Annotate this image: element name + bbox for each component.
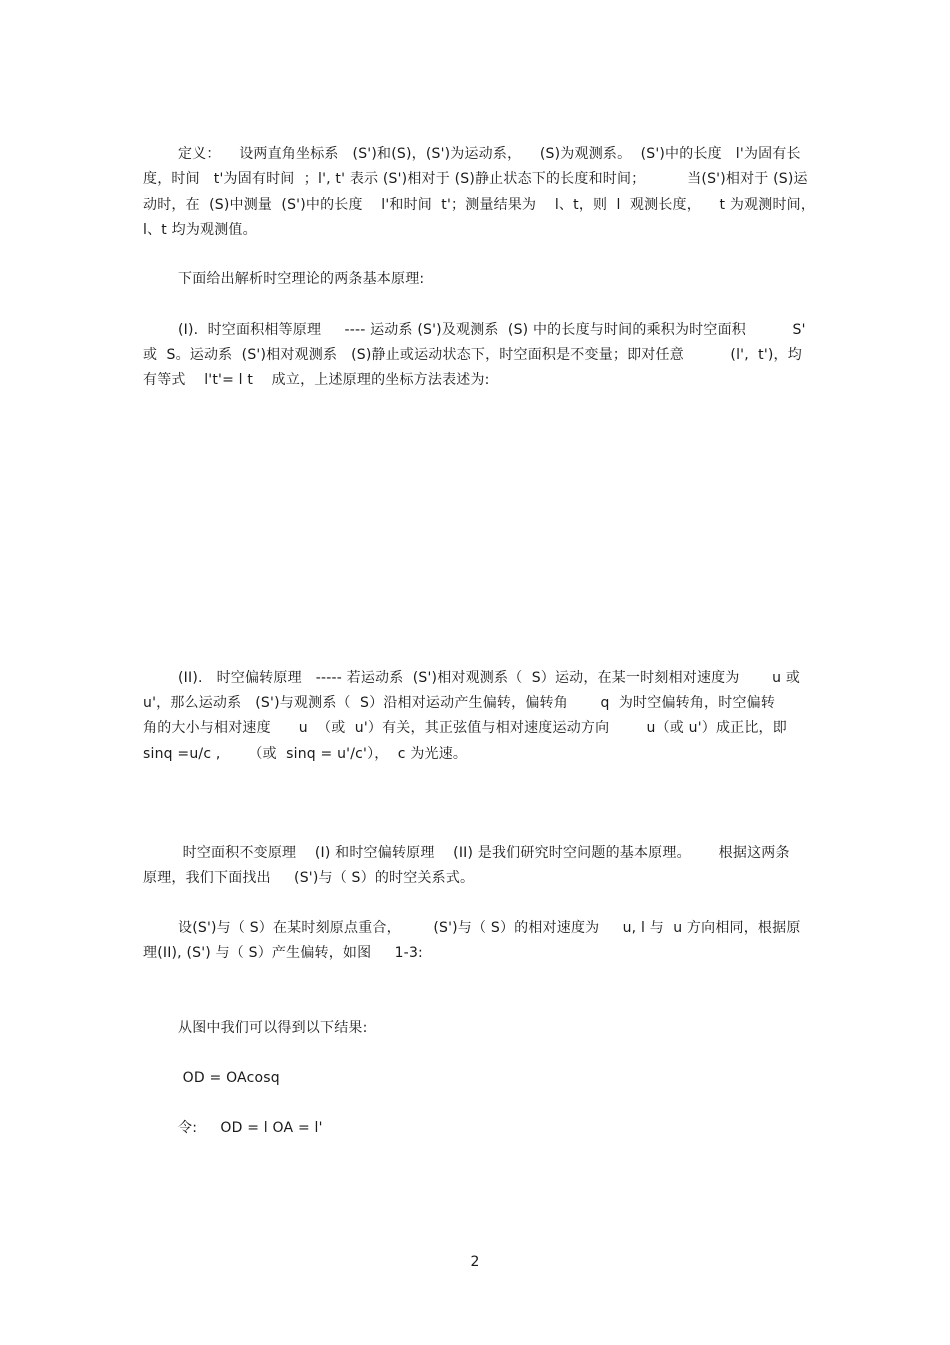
principle-2-line-4: sinq =u/c , （或 sinq = u'/c'）， c 为光速。 [143, 746, 468, 762]
equation-od-oacosq: OD = OAcosq [178, 1070, 280, 1086]
definition-line-1: 定义： 设两直角坐标系 (S')和(S)，(S')为运动系， (S)为观测系。 (S')中的长度 l'为固有长 [178, 146, 801, 162]
principle-1-line-3: 有等式 l't'= l t 成立，上述原理的坐标方法表述为: [143, 372, 490, 388]
setup-line-1: 设(S')与（ S）在某时刻原点重合， (S')与（ S）的相对速度为 u, l 与 u 方向相同，根据原 [178, 920, 801, 936]
definition-line-3: 动时，在 (S)中测量 (S')中的长度 l'和时间 t'；测量结果为 l、t，则 l 观测长度， t 为观测时间， [143, 197, 816, 213]
principle-1-line-1: (I). 时空面积相等原理 ---- 运动系 (S')及观测系 (S) 中的长度与时间的乘积为时空面积 S' [178, 322, 806, 338]
principle-2-line-1: (II). 时空偏转原理 ----- 若运动系 (S')相对观测系（ S）运动，在某一时刻相对速度为 u 或 [178, 670, 801, 686]
intro-line: 下面给出解析时空理论的两条基本原理: [178, 271, 425, 287]
result-intro-line: 从图中我们可以得到以下结果: [178, 1020, 368, 1036]
setup-line-2: 理(II), (S') 与（ S）产生偏转，如图 1-3: [143, 945, 423, 961]
summary-line-1: 时空面积不变原理 (I) 和时空偏转原理 (II) 是我们研究时空问题的基本原理。 根据这两条 [178, 845, 790, 861]
principle-2-line-2: u'，那么运动系 (S')与观测系（ S）沿相对运动产生偏转，偏转角 q 为时空偏转角，时空偏转 [143, 695, 776, 711]
equation-let-od-oa: 令: OD = l OA = l' [178, 1120, 323, 1136]
principle-1-line-2: 或 S。运动系 (S')相对观测系 (S)静止或运动状态下，时空面积是不变量；即对任意 (l', t')，均 [143, 347, 802, 363]
definition-line-4: l、t 均为观测值。 [143, 222, 257, 238]
summary-line-2: 原理，我们下面找出 (S')与（ S）的时空关系式。 [143, 870, 475, 886]
definition-line-2: 度，时间 t'为固有时间 ；l', t' 表示 (S')相对于 (S)静止状态下的长度和时间； 当(S')相对于 (S)运 [143, 171, 808, 187]
figure-placeholder [143, 410, 808, 645]
principle-2-line-3: 角的大小与相对速度 u （或 u'）有关，其正弦值与相对速度运动方向 u（或 u'）成正比，即 [143, 720, 787, 736]
page-number: 2 [470, 1254, 480, 1270]
